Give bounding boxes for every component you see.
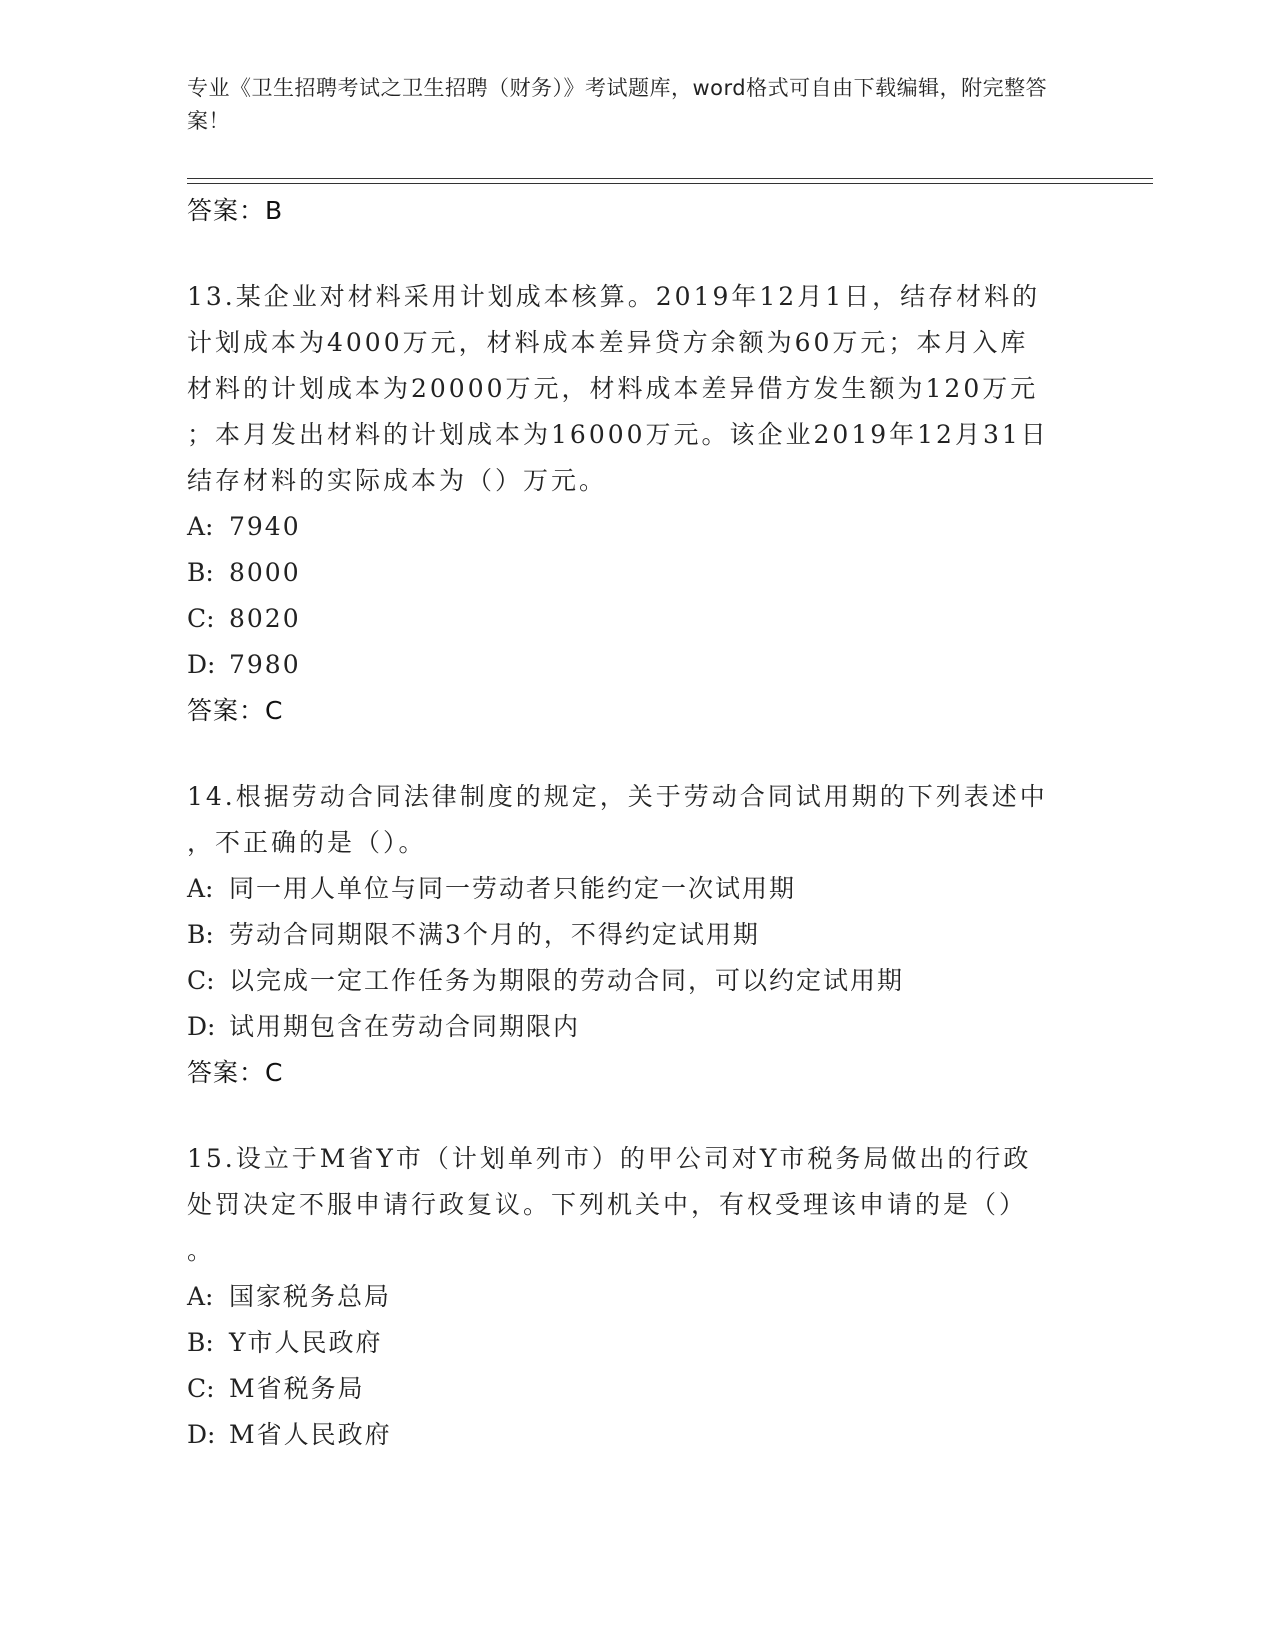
option-letter: B:: [187, 920, 214, 949]
option-text: Y市人民政府: [229, 1328, 383, 1357]
spacer: [187, 1096, 1087, 1136]
question-stem-line: ；本月发出材料的计划成本为16000万元。该企业2019年12月31日: [187, 420, 1049, 449]
option-text: M省人民政府: [229, 1420, 392, 1449]
option-text: 7980: [229, 650, 301, 679]
option-d: [187, 1412, 1087, 1458]
option-d: [187, 642, 1087, 688]
question-list: [187, 188, 1087, 1458]
question-14: [187, 774, 1087, 1096]
option-letter: D:: [187, 1420, 216, 1449]
question-stem-line: 。: [187, 1236, 216, 1265]
option-c: [187, 958, 1087, 1004]
question-stem-line: ，不正确的是（）。: [187, 828, 427, 857]
option-letter: A:: [187, 1282, 214, 1311]
option-d: [187, 1004, 1087, 1050]
option-letter: D:: [187, 650, 216, 679]
document-header: 专业《卫生招聘考试之卫生招聘（财务）》考试题库，word格式可自由下载编辑，附完整答案！: [187, 76, 1048, 133]
option-letter: A:: [187, 874, 214, 903]
question-stem-line: 计划成本为4000万元，材料成本差异贷方余额为60万元；本月入库: [187, 328, 1029, 357]
option-letter: B:: [187, 558, 214, 587]
option-letter: C:: [187, 604, 215, 633]
option-text: 7940: [229, 512, 301, 541]
option-letter: C:: [187, 966, 215, 995]
header-rule-bottom: [187, 183, 1153, 184]
option-a: [187, 866, 1087, 912]
option-text: 8020: [229, 604, 301, 633]
header-rule-top: [187, 178, 1153, 179]
question-stem-line: 材料的计划成本为20000万元，材料成本差异借方发生额为120万元: [187, 374, 1039, 403]
option-text: 国家税务总局: [229, 1282, 392, 1311]
option-text: 劳动合同期限不满3个月的，不得约定试用期: [229, 920, 760, 949]
answer-line: 答案：C: [187, 696, 284, 725]
answer-line: 答案：B: [187, 196, 284, 225]
option-b: [187, 912, 1087, 958]
question-stem-line: 15.设立于M省Y市（计划单列市）的甲公司对Y市税务局做出的行政: [187, 1144, 1032, 1173]
option-text: 同一用人单位与同一劳动者只能约定一次试用期: [229, 874, 797, 903]
option-c: [187, 596, 1087, 642]
option-a: [187, 504, 1087, 550]
answer-line: 答案：C: [187, 1058, 284, 1087]
question-stem-line: 14.根据劳动合同法律制度的规定，关于劳动合同试用期的下列表述中: [187, 782, 1048, 811]
option-letter: C:: [187, 1374, 215, 1403]
option-text: 以完成一定工作任务为期限的劳动合同，可以约定试用期: [229, 966, 905, 995]
question-15: [187, 1136, 1087, 1458]
option-letter: B:: [187, 1328, 214, 1357]
question-stem-line: 处罚决定不服申请行政复议。下列机关中，有权受理该申请的是（）: [187, 1190, 1028, 1219]
question-13: [187, 274, 1087, 734]
option-b: [187, 550, 1087, 596]
spacer: [187, 734, 1087, 774]
option-c: [187, 1366, 1087, 1412]
spacer: [187, 234, 1087, 274]
option-text: 8000: [229, 558, 301, 587]
option-b: [187, 1320, 1087, 1366]
option-letter: D:: [187, 1012, 216, 1041]
option-a: [187, 1274, 1087, 1320]
question-stem-line: 结存材料的实际成本为（）万元。: [187, 466, 608, 495]
option-text: M省税务局: [229, 1374, 365, 1403]
option-text: 试用期包含在劳动合同期限内: [229, 1012, 581, 1041]
question-stem-line: 13.某企业对材料采用计划成本核算。2019年12月1日，结存材料的: [187, 282, 1041, 311]
option-letter: A:: [187, 512, 214, 541]
